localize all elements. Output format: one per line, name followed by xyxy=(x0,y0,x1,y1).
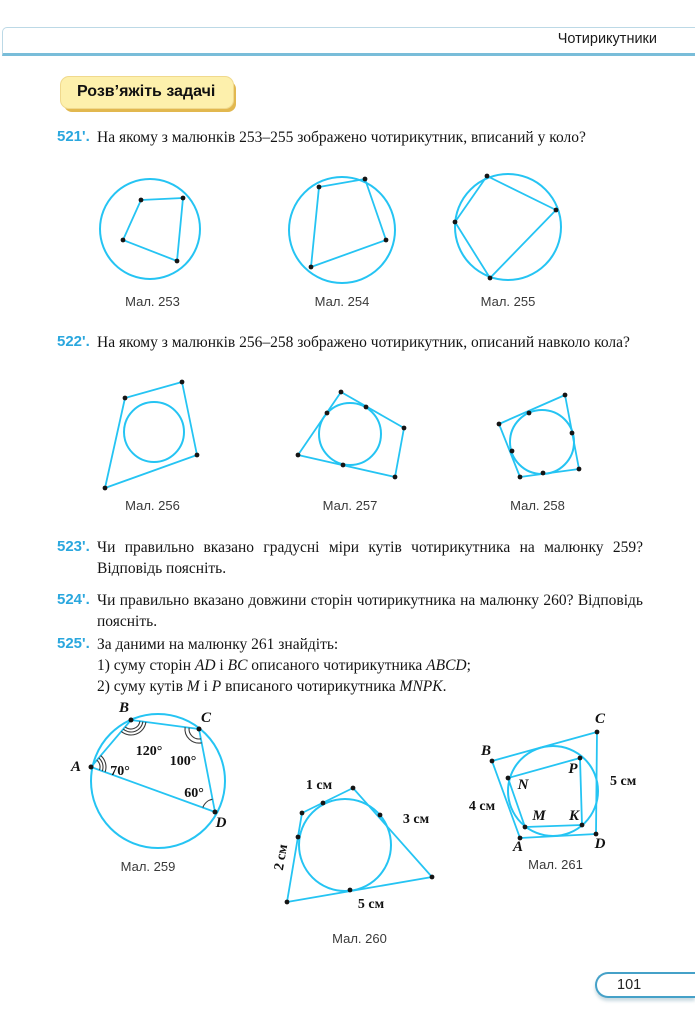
solve-problems-badge xyxy=(60,76,234,109)
vertex-dot xyxy=(577,467,582,472)
figure-255-drawing xyxy=(448,170,568,288)
problem-522 xyxy=(57,332,643,353)
problem-523 xyxy=(57,537,643,579)
vertex-dot xyxy=(497,422,502,427)
vertex-label-p: P xyxy=(568,761,578,777)
side-length-bottom: 5 см xyxy=(357,897,385,912)
vertex-label-c: C xyxy=(200,710,211,726)
tangent-dot xyxy=(341,463,346,468)
vertex-dot-p xyxy=(578,756,583,761)
vertex-dot xyxy=(123,396,128,401)
math-letters: AD xyxy=(194,657,216,674)
problem-522-text: На якому з малюнків 256–258 зображено чотирикутник, описаний навколо кола? xyxy=(97,334,630,351)
figure-254-drawing xyxy=(282,172,402,292)
figure-258 xyxy=(485,385,590,513)
problem-525-text: За даними на малюнку 261 знайдіть: xyxy=(97,636,339,653)
tangent-dot xyxy=(570,431,575,436)
math-letters: ABCD xyxy=(426,657,467,674)
vertex-dot xyxy=(121,238,126,243)
figure-260-drawing xyxy=(272,774,447,927)
side-length-right: 3 см xyxy=(402,812,430,827)
problem-521 xyxy=(57,127,643,148)
figure-253 xyxy=(95,172,210,309)
item-text: вписаного чотирикутника xyxy=(221,678,400,695)
item-text: описаного чотирикутника xyxy=(247,657,427,674)
figure-253-drawing xyxy=(95,172,210,290)
circle-outline xyxy=(299,799,391,891)
chapter-title: Чотирикутники xyxy=(557,31,657,47)
figure-261 xyxy=(458,698,653,872)
problem-525-item-2 xyxy=(97,676,643,697)
figure-257-drawing xyxy=(290,386,410,486)
angle-arc-d xyxy=(202,799,212,807)
figure-260 xyxy=(272,698,447,946)
tangent-dot xyxy=(325,411,330,416)
vertex-dot-a xyxy=(88,765,93,770)
figure-caption: Мал. 253 xyxy=(125,294,180,309)
tangent-dot xyxy=(348,888,353,893)
math-letters: BC xyxy=(227,657,248,674)
figure-261-drawing xyxy=(458,703,653,855)
vertex-dot xyxy=(300,811,305,816)
angle-value-b: 120° xyxy=(135,744,162,759)
vertex-dot-d xyxy=(212,810,217,815)
tangent-dot xyxy=(527,411,532,416)
vertex-dot xyxy=(384,238,389,243)
vertex-dot xyxy=(485,174,490,179)
figure-caption: Мал. 259 xyxy=(120,859,176,874)
vertex-dot xyxy=(180,380,185,385)
quadrilateral xyxy=(123,198,183,261)
vertex-dot xyxy=(518,475,523,480)
vertex-label-b: B xyxy=(480,743,492,759)
circle-outline xyxy=(510,410,574,474)
vertex-dot xyxy=(195,453,200,458)
vertex-dots xyxy=(121,196,186,264)
vertex-dot xyxy=(309,265,314,270)
vertex-dots xyxy=(453,174,559,281)
vertex-label-c: C xyxy=(594,711,606,727)
vertex-dot xyxy=(317,185,322,190)
vertex-dot xyxy=(563,393,568,398)
vertex-dots xyxy=(285,786,435,905)
item-text: ; xyxy=(466,657,471,674)
tangent-dot xyxy=(378,813,383,818)
vertex-label-d: D xyxy=(594,836,606,852)
vertex-dot xyxy=(296,453,301,458)
side-length-cd: 5 см xyxy=(610,774,637,789)
figure-257 xyxy=(290,386,410,513)
vertex-dot xyxy=(393,475,398,480)
problem-524-text: Чи правильно вказано довжини сторін чотирикутника на малюнку 260? Відповідь поясніть. xyxy=(97,592,643,630)
problem-523-text: Чи правильно вказано градусні міри кутів чотирикутника на малюнку 259? Відповідь поясніть. xyxy=(97,539,643,577)
header-bar xyxy=(2,27,695,56)
vertex-label-n: N xyxy=(517,777,529,793)
circle-outline xyxy=(289,177,395,283)
tangent-dot xyxy=(364,405,369,410)
figure-259-drawing xyxy=(61,698,236,856)
vertex-dot-n xyxy=(506,776,511,781)
problem-524 xyxy=(57,590,643,632)
problem-522-number: 522'. xyxy=(57,333,90,350)
problem-525-number: 525'. xyxy=(57,635,90,652)
problem-521-number: 521'. xyxy=(57,128,90,145)
vertex-dot xyxy=(430,875,435,880)
side-length-ab: 4 см xyxy=(468,799,496,814)
vertex-dot xyxy=(453,220,458,225)
figure-caption: Мал. 260 xyxy=(332,931,387,946)
tangent-dot xyxy=(321,801,326,806)
angle-value-c: 100° xyxy=(169,754,196,769)
figure-caption: Мал. 255 xyxy=(480,294,536,309)
quadrilateral xyxy=(287,788,432,902)
problem-525 xyxy=(57,634,643,697)
circle-outline xyxy=(124,402,184,462)
figure-caption: Мал. 256 xyxy=(125,498,180,513)
tangent-dot xyxy=(296,835,301,840)
badge-label: Розв’яжіть задачі xyxy=(77,83,216,100)
tangent-dot xyxy=(510,449,515,454)
figure-255 xyxy=(448,170,568,309)
page-number: 101 xyxy=(617,977,642,993)
vertex-dot xyxy=(363,177,368,182)
vertex-dot xyxy=(351,786,356,791)
vertex-dot-k xyxy=(580,823,585,828)
circle-outline xyxy=(455,174,561,280)
problem-524-number: 524'. xyxy=(57,591,90,608)
item-text: 2) суму кутів xyxy=(97,678,187,695)
item-text: і xyxy=(199,678,212,695)
vertex-dot-m xyxy=(523,825,528,830)
page-number-box xyxy=(595,972,695,998)
vertex-dot xyxy=(181,196,186,201)
figure-caption: Мал. 261 xyxy=(528,857,583,872)
vertex-label-b: B xyxy=(118,700,129,716)
side-length-top: 1 см xyxy=(305,778,333,793)
figure-258-drawing xyxy=(485,385,590,485)
figure-254 xyxy=(282,172,402,309)
vertex-dot xyxy=(175,259,180,264)
vertex-dot xyxy=(103,486,108,491)
vertex-label-m: M xyxy=(532,808,546,824)
math-letters: P xyxy=(211,678,222,695)
vertex-label-a: A xyxy=(512,839,524,855)
vertex-label-d: D xyxy=(215,815,226,831)
problem-521-text: На якому з малюнків 253–255 зображено чотирикутник, вписаний у коло? xyxy=(97,129,586,146)
figure-caption: Мал. 258 xyxy=(510,498,565,513)
figure-caption: Мал. 257 xyxy=(322,498,378,513)
vertex-dot xyxy=(139,198,144,203)
problem-523-number: 523'. xyxy=(57,538,90,555)
angle-value-a: 70° xyxy=(109,764,130,779)
vertex-dot xyxy=(554,208,559,213)
circle-outline xyxy=(100,179,200,279)
figure-caption: Мал. 254 xyxy=(314,294,370,309)
vertex-label-k: K xyxy=(568,808,580,824)
side-length-left: 2 см xyxy=(272,843,292,872)
angle-value-d: 60° xyxy=(183,786,204,801)
math-letters: MNPK xyxy=(399,678,443,695)
vertex-dot xyxy=(488,276,493,281)
vertex-dot xyxy=(285,900,290,905)
figure-259 xyxy=(58,698,238,874)
tangent-dot xyxy=(541,471,546,476)
circle-outline xyxy=(91,714,225,848)
vertex-dot-b xyxy=(490,759,495,764)
problem-525-item-1 xyxy=(97,655,643,676)
quadrilateral xyxy=(311,179,386,267)
item-text: 1) суму сторін xyxy=(97,657,195,674)
math-letters: M xyxy=(186,678,200,695)
vertex-dot-c xyxy=(196,727,201,732)
vertex-dot-c xyxy=(595,730,600,735)
vertex-dot xyxy=(339,390,344,395)
item-text: і xyxy=(215,657,228,674)
figure-256-drawing xyxy=(100,378,205,496)
vertex-dot xyxy=(402,426,407,431)
vertex-dot-b xyxy=(128,718,133,723)
figure-256 xyxy=(100,378,205,513)
item-text: . xyxy=(442,678,447,695)
vertex-label-a: A xyxy=(70,759,81,775)
